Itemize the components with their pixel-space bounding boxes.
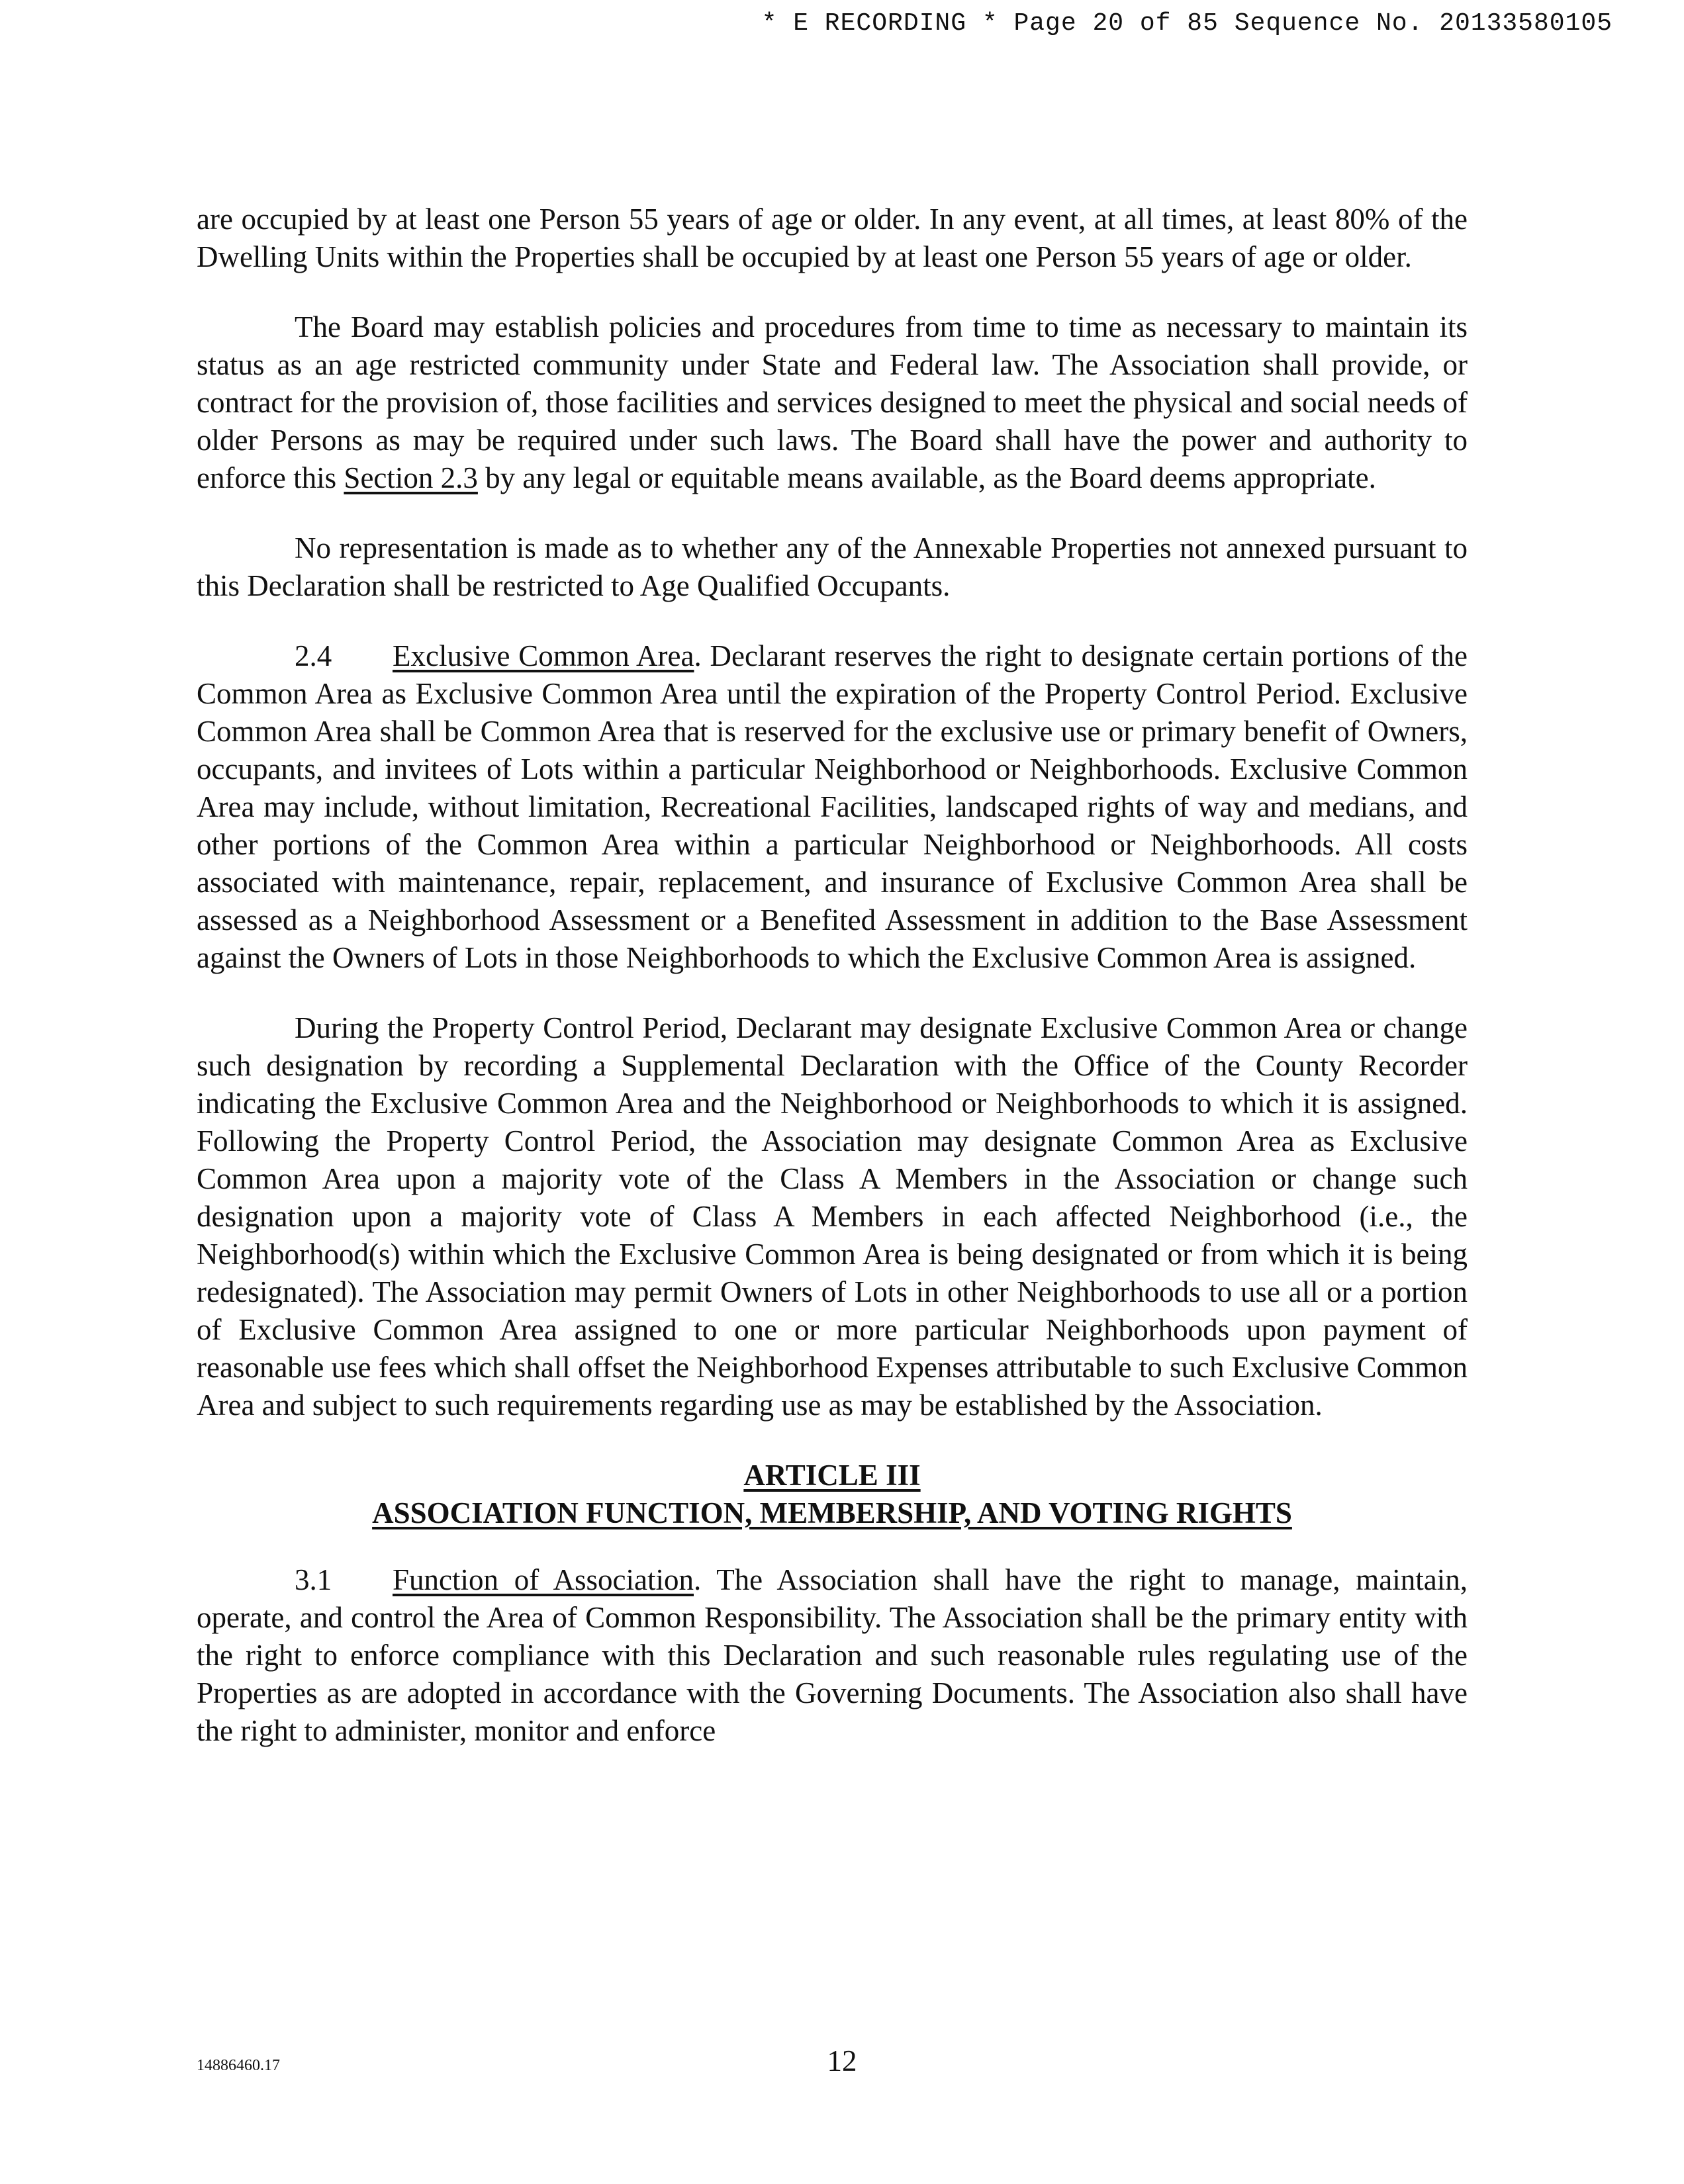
section-3-1 — [197, 1561, 1468, 1750]
paragraph-text: The Board may establish policies and procedures from time to time as necessary to maintain its status as an age restricted community under State and Federal law. The Association shall provide, or contract for the provision of, those facilities and services designed to meet the physical and social needs of older Persons as may be required under such laws. The Board shall have the power and authority to enforce this — [197, 310, 1468, 494]
recording-header: * E RECORDING * Page 20 of 85 Sequence No. 20133580105 — [761, 9, 1613, 38]
section-title: Function of Association — [393, 1563, 694, 1596]
paragraph-text: by any legal or equitable means available, as the Board deems appropriate. — [477, 461, 1376, 494]
section-2-4 — [197, 637, 1468, 977]
paragraph-annexable-properties: No representation is made as to whether any of the Annexable Properties not annexed pursuant to this Declaration shall be restricted to Age Qualified Occupants. — [197, 531, 1468, 602]
section-text: . The Association shall have the right to manage, maintain, operate, and control the Area of Common Responsibility. The Association shall be the primary entity with the right to enforce compliance with this Declaration and such reasonable rules regulating use of the Properties as are adopted in accordance with the Governing Documents. The Association also shall have the right to administer, monitor and enforce — [197, 1563, 1468, 1747]
article-heading — [197, 1457, 1468, 1532]
paragraph-property-control-period: During the Property Control Period, Declarant may designate Exclusive Common Area or change such designation by recording a Supplemental Declaration with the Office of the County Recorder indicating the Exclusive Common Area and the Neighborhood or Neighborhoods to which it is assigned. Following the Property Control Period, the Association may designate Common Area as Exclusive Common Area upon a majority vote of the Class A Members in the Association or change such designation upon a majority vote of Class A Members in each affected Neighborhood (i.e., the Neighborhood(s) within which the Exclusive Common Area is being designated or from which it is being redesignated). The Association may permit Owners of Lots in other Neighborhoods to use all or a portion of Exclusive Common Area assigned to one or more particular Neighborhoods upon payment of reasonable use fees which shall offset the Neighborhood Expenses attributable to such Exclusive Common Area and subject to such requirements regarding use as may be established by the Association. — [197, 1011, 1468, 1422]
section-number: 2.4 — [295, 639, 332, 672]
section-title: Exclusive Common Area — [393, 639, 694, 672]
document-body — [197, 201, 1468, 1782]
paragraph-age-occupancy: are occupied by at least one Person 55 years of age or older. In any event, at all times, at least 80% of the Dwelling Units within the Properties shall be occupied by at least one Person 55 years of age or older. — [197, 203, 1468, 273]
article-title: ASSOCIATION FUNCTION, MEMBERSHIP, AND VOTING RIGHTS — [372, 1496, 1292, 1529]
document-id: 14886460.17 — [197, 2057, 280, 2074]
article-number: ARTICLE III — [743, 1459, 921, 1492]
paragraph-board-policies — [197, 308, 1468, 497]
page-number: 12 — [827, 2044, 857, 2077]
section-text: . Declarant reserves the right to designate certain portions of the Common Area as Exclusive Common Area until the expiration of the Property Control Period. Exclusive Common Area shall be Common Area that is reserved for the exclusive use or primary benefit of Owners, occupants, and invitees of Lots within a particular Neighborhood or Neighborhoods. Exclusive Common Area may include, without limitation, Recreational Facilities, landscaped rights of way and medians, and other portions of the Common Area within a particular Neighborhood or Neighborhoods. All costs associated with maintenance, repair, replacement, and insurance of Exclusive Common Area shall be assessed as a Neighborhood Assessment or a Benefited Assessment in addition to the Base Assessment against the Owners of Lots in those Neighborhoods to which the Exclusive Common Area is assigned. — [197, 639, 1468, 974]
section-reference: Section 2.3 — [344, 461, 478, 494]
section-number: 3.1 — [295, 1563, 332, 1596]
